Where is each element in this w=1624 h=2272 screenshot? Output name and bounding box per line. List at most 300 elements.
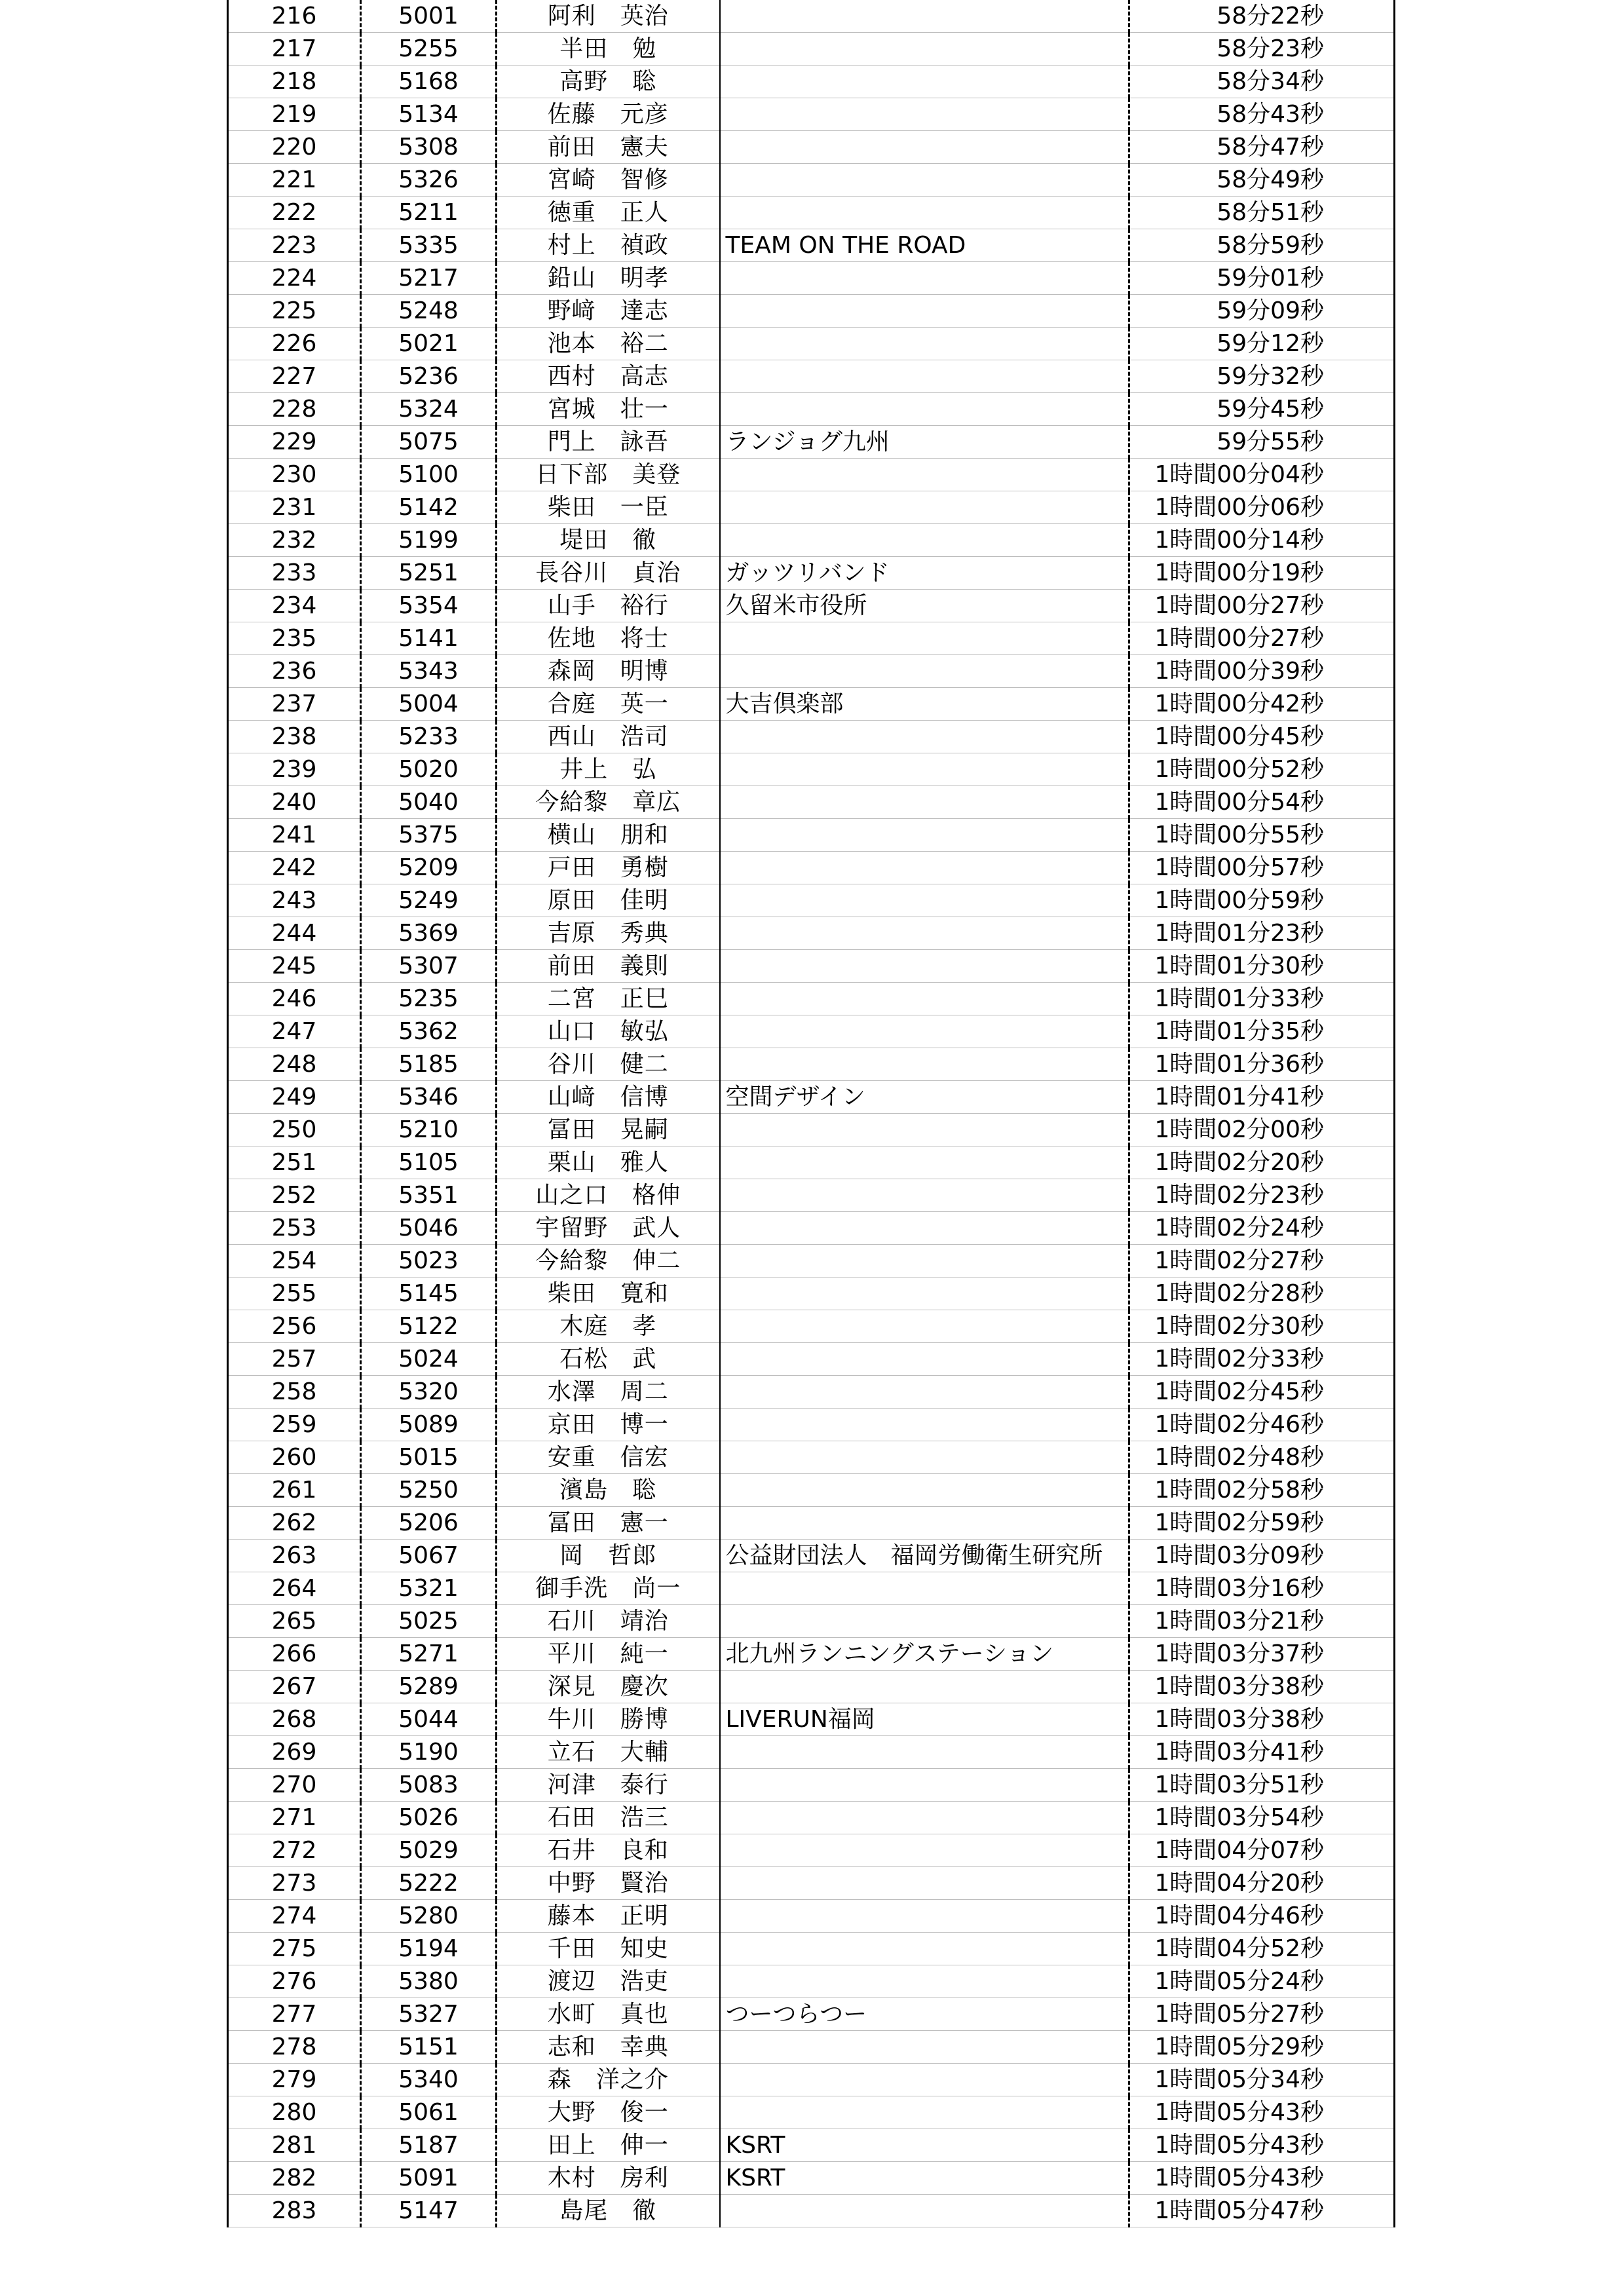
rank-cell: 257: [228, 1343, 361, 1376]
runner-name-cell: 山之口 格伸: [497, 1179, 720, 1212]
finish-time-cell: 1時間00分27秒: [1129, 622, 1395, 655]
runner-name-cell: 宮崎 智修: [497, 164, 720, 197]
finish-time-cell: 1時間05分43秒: [1129, 2096, 1395, 2129]
runner-name-cell: 今給黎 章広: [497, 786, 720, 819]
bib-number-cell: 5046: [361, 1212, 497, 1245]
results-table-body: [228, 0, 1395, 2227]
bib-number-cell: 5023: [361, 1245, 497, 1278]
runner-name-cell: 佐藤 元彦: [497, 98, 720, 131]
team-name-cell: [720, 884, 1129, 917]
rank-cell: 262: [228, 1507, 361, 1540]
team-name-cell: [720, 164, 1129, 197]
finish-time-cell: 1時間02分45秒: [1129, 1376, 1395, 1409]
rank-cell: 230: [228, 459, 361, 491]
rank-cell: 279: [228, 2064, 361, 2096]
table-row: [228, 426, 1395, 459]
table-row: [228, 2064, 1395, 2096]
table-row: [228, 1245, 1395, 1278]
finish-time-cell: 58分22秒: [1129, 0, 1395, 33]
runner-name-cell: 谷川 健二: [497, 1048, 720, 1081]
bib-number-cell: 5147: [361, 2195, 497, 2227]
table-row: [228, 1933, 1395, 1965]
team-name-cell: [720, 1900, 1129, 1933]
table-row: [228, 262, 1395, 295]
team-name-cell: [720, 786, 1129, 819]
runner-name-cell: 深見 慶次: [497, 1671, 720, 1703]
runner-name-cell: 吉原 秀典: [497, 917, 720, 950]
team-name-cell: [720, 622, 1129, 655]
table-row: [228, 590, 1395, 622]
finish-time-cell: 1時間02分46秒: [1129, 1409, 1395, 1441]
bib-number-cell: 5210: [361, 1114, 497, 1146]
finish-time-cell: 1時間02分58秒: [1129, 1474, 1395, 1507]
table-row: [228, 1081, 1395, 1114]
bib-number-cell: 5024: [361, 1343, 497, 1376]
finish-time-cell: 1時間03分41秒: [1129, 1736, 1395, 1769]
runner-name-cell: 西村 高志: [497, 360, 720, 393]
table-row: [228, 360, 1395, 393]
finish-time-cell: 1時間04分46秒: [1129, 1900, 1395, 1933]
team-name-cell: つーつらつー: [720, 1998, 1129, 2031]
bib-number-cell: 5134: [361, 98, 497, 131]
team-name-cell: [720, 1802, 1129, 1834]
finish-time-cell: 1時間02分33秒: [1129, 1343, 1395, 1376]
rank-cell: 272: [228, 1834, 361, 1867]
rank-cell: 220: [228, 131, 361, 164]
rank-cell: 251: [228, 1146, 361, 1179]
finish-time-cell: 1時間01分23秒: [1129, 917, 1395, 950]
bib-number-cell: 5255: [361, 33, 497, 66]
bib-number-cell: 5199: [361, 524, 497, 557]
team-name-cell: KSRT: [720, 2129, 1129, 2162]
team-name-cell: [720, 819, 1129, 852]
rank-cell: 263: [228, 1540, 361, 1572]
rank-cell: 249: [228, 1081, 361, 1114]
rank-cell: 244: [228, 917, 361, 950]
bib-number-cell: 5380: [361, 1965, 497, 1998]
team-name-cell: [720, 1015, 1129, 1048]
table-row: [228, 1343, 1395, 1376]
runner-name-cell: 御手洗 尚一: [497, 1572, 720, 1605]
table-row: [228, 753, 1395, 786]
table-row: [228, 229, 1395, 262]
rank-cell: 236: [228, 655, 361, 688]
team-name-cell: [720, 1278, 1129, 1310]
bib-number-cell: 5327: [361, 1998, 497, 2031]
team-name-cell: [720, 295, 1129, 328]
table-row: [228, 164, 1395, 197]
table-row: [228, 721, 1395, 753]
team-name-cell: [720, 66, 1129, 98]
finish-time-cell: 1時間02分00秒: [1129, 1114, 1395, 1146]
runner-name-cell: 京田 博一: [497, 1409, 720, 1441]
runner-name-cell: 高野 聡: [497, 66, 720, 98]
runner-name-cell: 村上 禎政: [497, 229, 720, 262]
team-name-cell: [720, 328, 1129, 360]
table-row: [228, 1310, 1395, 1343]
table-row: [228, 1015, 1395, 1048]
team-name-cell: [720, 491, 1129, 524]
table-row: [228, 688, 1395, 721]
rank-cell: 258: [228, 1376, 361, 1409]
runner-name-cell: 二宮 正巳: [497, 983, 720, 1015]
table-row: [228, 295, 1395, 328]
rank-cell: 223: [228, 229, 361, 262]
rank-cell: 250: [228, 1114, 361, 1146]
team-name-cell: TEAM ON THE ROAD: [720, 229, 1129, 262]
runner-name-cell: 冨田 晃嗣: [497, 1114, 720, 1146]
team-name-cell: [720, 1441, 1129, 1474]
bib-number-cell: 5141: [361, 622, 497, 655]
runner-name-cell: 栗山 雅人: [497, 1146, 720, 1179]
table-row: [228, 1179, 1395, 1212]
runner-name-cell: 岡 哲郎: [497, 1540, 720, 1572]
table-row: [228, 2096, 1395, 2129]
finish-time-cell: 1時間05分24秒: [1129, 1965, 1395, 1998]
finish-time-cell: 1時間04分52秒: [1129, 1933, 1395, 1965]
table-row: [228, 917, 1395, 950]
finish-time-cell: 59分32秒: [1129, 360, 1395, 393]
finish-time-cell: 1時間03分16秒: [1129, 1572, 1395, 1605]
team-name-cell: [720, 1834, 1129, 1867]
table-row: [228, 33, 1395, 66]
runner-name-cell: 木庭 孝: [497, 1310, 720, 1343]
bib-number-cell: 5235: [361, 983, 497, 1015]
rank-cell: 224: [228, 262, 361, 295]
bib-number-cell: 5343: [361, 655, 497, 688]
team-name-cell: 大吉倶楽部: [720, 688, 1129, 721]
runner-name-cell: 戸田 勇樹: [497, 852, 720, 884]
rank-cell: 277: [228, 1998, 361, 2031]
runner-name-cell: 藤本 正明: [497, 1900, 720, 1933]
runner-name-cell: 半田 勉: [497, 33, 720, 66]
table-row: [228, 0, 1395, 33]
table-row: [228, 819, 1395, 852]
finish-time-cell: 1時間03分38秒: [1129, 1703, 1395, 1736]
bib-number-cell: 5044: [361, 1703, 497, 1736]
finish-time-cell: 58分49秒: [1129, 164, 1395, 197]
bib-number-cell: 5326: [361, 164, 497, 197]
runner-name-cell: 水澤 周二: [497, 1376, 720, 1409]
bib-number-cell: 5351: [361, 1179, 497, 1212]
team-name-cell: [720, 98, 1129, 131]
team-name-cell: [720, 393, 1129, 426]
finish-time-cell: 58分23秒: [1129, 33, 1395, 66]
rank-cell: 256: [228, 1310, 361, 1343]
team-name-cell: 空間デザイン: [720, 1081, 1129, 1114]
table-row: [228, 197, 1395, 229]
rank-cell: 240: [228, 786, 361, 819]
finish-time-cell: 1時間05分27秒: [1129, 1998, 1395, 2031]
table-row: [228, 1802, 1395, 1834]
rank-cell: 266: [228, 1638, 361, 1671]
team-name-cell: [720, 1867, 1129, 1900]
finish-time-cell: 1時間00分06秒: [1129, 491, 1395, 524]
finish-time-cell: 58分47秒: [1129, 131, 1395, 164]
team-name-cell: [720, 655, 1129, 688]
rank-cell: 248: [228, 1048, 361, 1081]
rank-cell: 238: [228, 721, 361, 753]
team-name-cell: [720, 262, 1129, 295]
runner-name-cell: 鉛山 明孝: [497, 262, 720, 295]
bib-number-cell: 5335: [361, 229, 497, 262]
runner-name-cell: 山手 裕行: [497, 590, 720, 622]
bib-number-cell: 5021: [361, 328, 497, 360]
bib-number-cell: 5354: [361, 590, 497, 622]
runner-name-cell: 牛川 勝博: [497, 1703, 720, 1736]
bib-number-cell: 5122: [361, 1310, 497, 1343]
table-row: [228, 2129, 1395, 2162]
runner-name-cell: 日下部 美登: [497, 459, 720, 491]
finish-time-cell: 59分12秒: [1129, 328, 1395, 360]
bib-number-cell: 5168: [361, 66, 497, 98]
rank-cell: 274: [228, 1900, 361, 1933]
bib-number-cell: 5217: [361, 262, 497, 295]
bib-number-cell: 5194: [361, 1933, 497, 1965]
bib-number-cell: 5145: [361, 1278, 497, 1310]
rank-cell: 254: [228, 1245, 361, 1278]
team-name-cell: 北九州ランニングステーション: [720, 1638, 1129, 1671]
finish-time-cell: 1時間00分55秒: [1129, 819, 1395, 852]
rank-cell: 221: [228, 164, 361, 197]
finish-time-cell: 1時間05分29秒: [1129, 2031, 1395, 2064]
team-name-cell: [720, 1310, 1129, 1343]
table-row: [228, 655, 1395, 688]
finish-time-cell: 58分34秒: [1129, 66, 1395, 98]
rank-cell: 226: [228, 328, 361, 360]
finish-time-cell: 1時間03分51秒: [1129, 1769, 1395, 1802]
table-row: [228, 1212, 1395, 1245]
bib-number-cell: 5321: [361, 1572, 497, 1605]
bib-number-cell: 5280: [361, 1900, 497, 1933]
finish-time-cell: 1時間02分27秒: [1129, 1245, 1395, 1278]
runner-name-cell: 平川 純一: [497, 1638, 720, 1671]
table-row: [228, 524, 1395, 557]
bib-number-cell: 5185: [361, 1048, 497, 1081]
finish-time-cell: 58分59秒: [1129, 229, 1395, 262]
table-row: [228, 1867, 1395, 1900]
rank-cell: 239: [228, 753, 361, 786]
table-row: [228, 1572, 1395, 1605]
finish-time-cell: 1時間00分59秒: [1129, 884, 1395, 917]
rank-cell: 265: [228, 1605, 361, 1638]
finish-time-cell: 58分43秒: [1129, 98, 1395, 131]
rank-cell: 233: [228, 557, 361, 590]
finish-time-cell: 1時間04分20秒: [1129, 1867, 1395, 1900]
bib-number-cell: 5307: [361, 950, 497, 983]
finish-time-cell: 1時間03分37秒: [1129, 1638, 1395, 1671]
runner-name-cell: 今給黎 伸二: [497, 1245, 720, 1278]
team-name-cell: [720, 1572, 1129, 1605]
runner-name-cell: 徳重 正人: [497, 197, 720, 229]
finish-time-cell: 1時間00分27秒: [1129, 590, 1395, 622]
runner-name-cell: 安重 信宏: [497, 1441, 720, 1474]
finish-time-cell: 1時間04分07秒: [1129, 1834, 1395, 1867]
team-name-cell: [720, 753, 1129, 786]
bib-number-cell: 5320: [361, 1376, 497, 1409]
rank-cell: 271: [228, 1802, 361, 1834]
runner-name-cell: 濱島 聡: [497, 1474, 720, 1507]
bib-number-cell: 5211: [361, 197, 497, 229]
bib-number-cell: 5040: [361, 786, 497, 819]
table-row: [228, 1146, 1395, 1179]
finish-time-cell: 1時間00分04秒: [1129, 459, 1395, 491]
runner-name-cell: 志和 幸典: [497, 2031, 720, 2064]
rank-cell: 246: [228, 983, 361, 1015]
runner-name-cell: 山﨑 信博: [497, 1081, 720, 1114]
bib-number-cell: 5105: [361, 1146, 497, 1179]
bib-number-cell: 5362: [361, 1015, 497, 1048]
team-name-cell: [720, 2195, 1129, 2227]
finish-time-cell: 1時間03分54秒: [1129, 1802, 1395, 1834]
finish-time-cell: 1時間02分30秒: [1129, 1310, 1395, 1343]
team-name-cell: [720, 33, 1129, 66]
runner-name-cell: 横山 朋和: [497, 819, 720, 852]
table-row: [228, 1769, 1395, 1802]
team-name-cell: [720, 1048, 1129, 1081]
rank-cell: 275: [228, 1933, 361, 1965]
team-name-cell: [720, 2096, 1129, 2129]
rank-cell: 270: [228, 1769, 361, 1802]
table-row: [228, 2162, 1395, 2195]
rank-cell: 216: [228, 0, 361, 33]
table-row: [228, 950, 1395, 983]
table-row: [228, 1540, 1395, 1572]
table-row: [228, 491, 1395, 524]
team-name-cell: [720, 1736, 1129, 1769]
table-row: [228, 1278, 1395, 1310]
runner-name-cell: 井上 弘: [497, 753, 720, 786]
table-row: [228, 1834, 1395, 1867]
bib-number-cell: 5020: [361, 753, 497, 786]
team-name-cell: [720, 1114, 1129, 1146]
rank-cell: 261: [228, 1474, 361, 1507]
bib-number-cell: 5308: [361, 131, 497, 164]
rank-cell: 280: [228, 2096, 361, 2129]
rank-cell: 282: [228, 2162, 361, 2195]
runner-name-cell: 石井 良和: [497, 1834, 720, 1867]
rank-cell: 222: [228, 197, 361, 229]
team-name-cell: ガッツリバンド: [720, 557, 1129, 590]
rank-cell: 276: [228, 1965, 361, 1998]
bib-number-cell: 5206: [361, 1507, 497, 1540]
rank-cell: 283: [228, 2195, 361, 2227]
bib-number-cell: 5236: [361, 360, 497, 393]
bib-number-cell: 5061: [361, 2096, 497, 2129]
team-name-cell: [720, 524, 1129, 557]
runner-name-cell: 河津 泰行: [497, 1769, 720, 1802]
rank-cell: 237: [228, 688, 361, 721]
team-name-cell: [720, 197, 1129, 229]
bib-number-cell: 5250: [361, 1474, 497, 1507]
rank-cell: 259: [228, 1409, 361, 1441]
team-name-cell: [720, 1507, 1129, 1540]
runner-name-cell: 石川 靖治: [497, 1605, 720, 1638]
finish-time-cell: 1時間01分36秒: [1129, 1048, 1395, 1081]
finish-time-cell: 1時間03分38秒: [1129, 1671, 1395, 1703]
rank-cell: 229: [228, 426, 361, 459]
team-name-cell: ランジョグ九州: [720, 426, 1129, 459]
team-name-cell: 公益財団法人 福岡労働衛生研究所: [720, 1540, 1129, 1572]
bib-number-cell: 5015: [361, 1441, 497, 1474]
bib-number-cell: 5025: [361, 1605, 497, 1638]
finish-time-cell: 1時間01分35秒: [1129, 1015, 1395, 1048]
table-row: [228, 328, 1395, 360]
bib-number-cell: 5004: [361, 688, 497, 721]
finish-time-cell: 1時間05分43秒: [1129, 2129, 1395, 2162]
runner-name-cell: 石田 浩三: [497, 1802, 720, 1834]
bib-number-cell: 5233: [361, 721, 497, 753]
rank-cell: 225: [228, 295, 361, 328]
bib-number-cell: 5251: [361, 557, 497, 590]
bib-number-cell: 5340: [361, 2064, 497, 2096]
runner-name-cell: 木村 房利: [497, 2162, 720, 2195]
runner-name-cell: 西山 浩司: [497, 721, 720, 753]
team-name-cell: [720, 852, 1129, 884]
finish-time-cell: 1時間00分54秒: [1129, 786, 1395, 819]
rank-cell: 253: [228, 1212, 361, 1245]
bib-number-cell: 5375: [361, 819, 497, 852]
table-row: [228, 884, 1395, 917]
team-name-cell: [720, 983, 1129, 1015]
team-name-cell: [720, 1179, 1129, 1212]
team-name-cell: 久留米市役所: [720, 590, 1129, 622]
runner-name-cell: 大野 俊一: [497, 2096, 720, 2129]
table-row: [228, 1474, 1395, 1507]
table-row: [228, 852, 1395, 884]
team-name-cell: [720, 2064, 1129, 2096]
runner-name-cell: 池本 裕二: [497, 328, 720, 360]
runner-name-cell: 前田 義則: [497, 950, 720, 983]
finish-time-cell: 1時間01分30秒: [1129, 950, 1395, 983]
runner-name-cell: 島尾 徹: [497, 2195, 720, 2227]
team-name-cell: [720, 1146, 1129, 1179]
table-row: [228, 66, 1395, 98]
table-row: [228, 1048, 1395, 1081]
runner-name-cell: 前田 憲夫: [497, 131, 720, 164]
runner-name-cell: 山口 敏弘: [497, 1015, 720, 1048]
table-row: [228, 1441, 1395, 1474]
runner-name-cell: 石松 武: [497, 1343, 720, 1376]
rank-cell: 217: [228, 33, 361, 66]
runner-name-cell: 野﨑 達志: [497, 295, 720, 328]
runner-name-cell: 柴田 寛和: [497, 1278, 720, 1310]
team-name-cell: [720, 1933, 1129, 1965]
bib-number-cell: 5100: [361, 459, 497, 491]
team-name-cell: [720, 459, 1129, 491]
finish-time-cell: 1時間05分47秒: [1129, 2195, 1395, 2227]
rank-cell: 268: [228, 1703, 361, 1736]
team-name-cell: [720, 1376, 1129, 1409]
rank-cell: 227: [228, 360, 361, 393]
rank-cell: 245: [228, 950, 361, 983]
finish-time-cell: 59分01秒: [1129, 262, 1395, 295]
bib-number-cell: 5151: [361, 2031, 497, 2064]
rank-cell: 252: [228, 1179, 361, 1212]
table-row: [228, 1638, 1395, 1671]
team-name-cell: [720, 1965, 1129, 1998]
rank-cell: 267: [228, 1671, 361, 1703]
finish-time-cell: 1時間05分34秒: [1129, 2064, 1395, 2096]
runner-name-cell: 柴田 一臣: [497, 491, 720, 524]
table-row: [228, 131, 1395, 164]
table-row: [228, 557, 1395, 590]
bib-number-cell: 5075: [361, 426, 497, 459]
finish-time-cell: 1時間01分41秒: [1129, 1081, 1395, 1114]
bib-number-cell: 5083: [361, 1769, 497, 1802]
runner-name-cell: 水町 真也: [497, 1998, 720, 2031]
finish-time-cell: 1時間02分24秒: [1129, 1212, 1395, 1245]
